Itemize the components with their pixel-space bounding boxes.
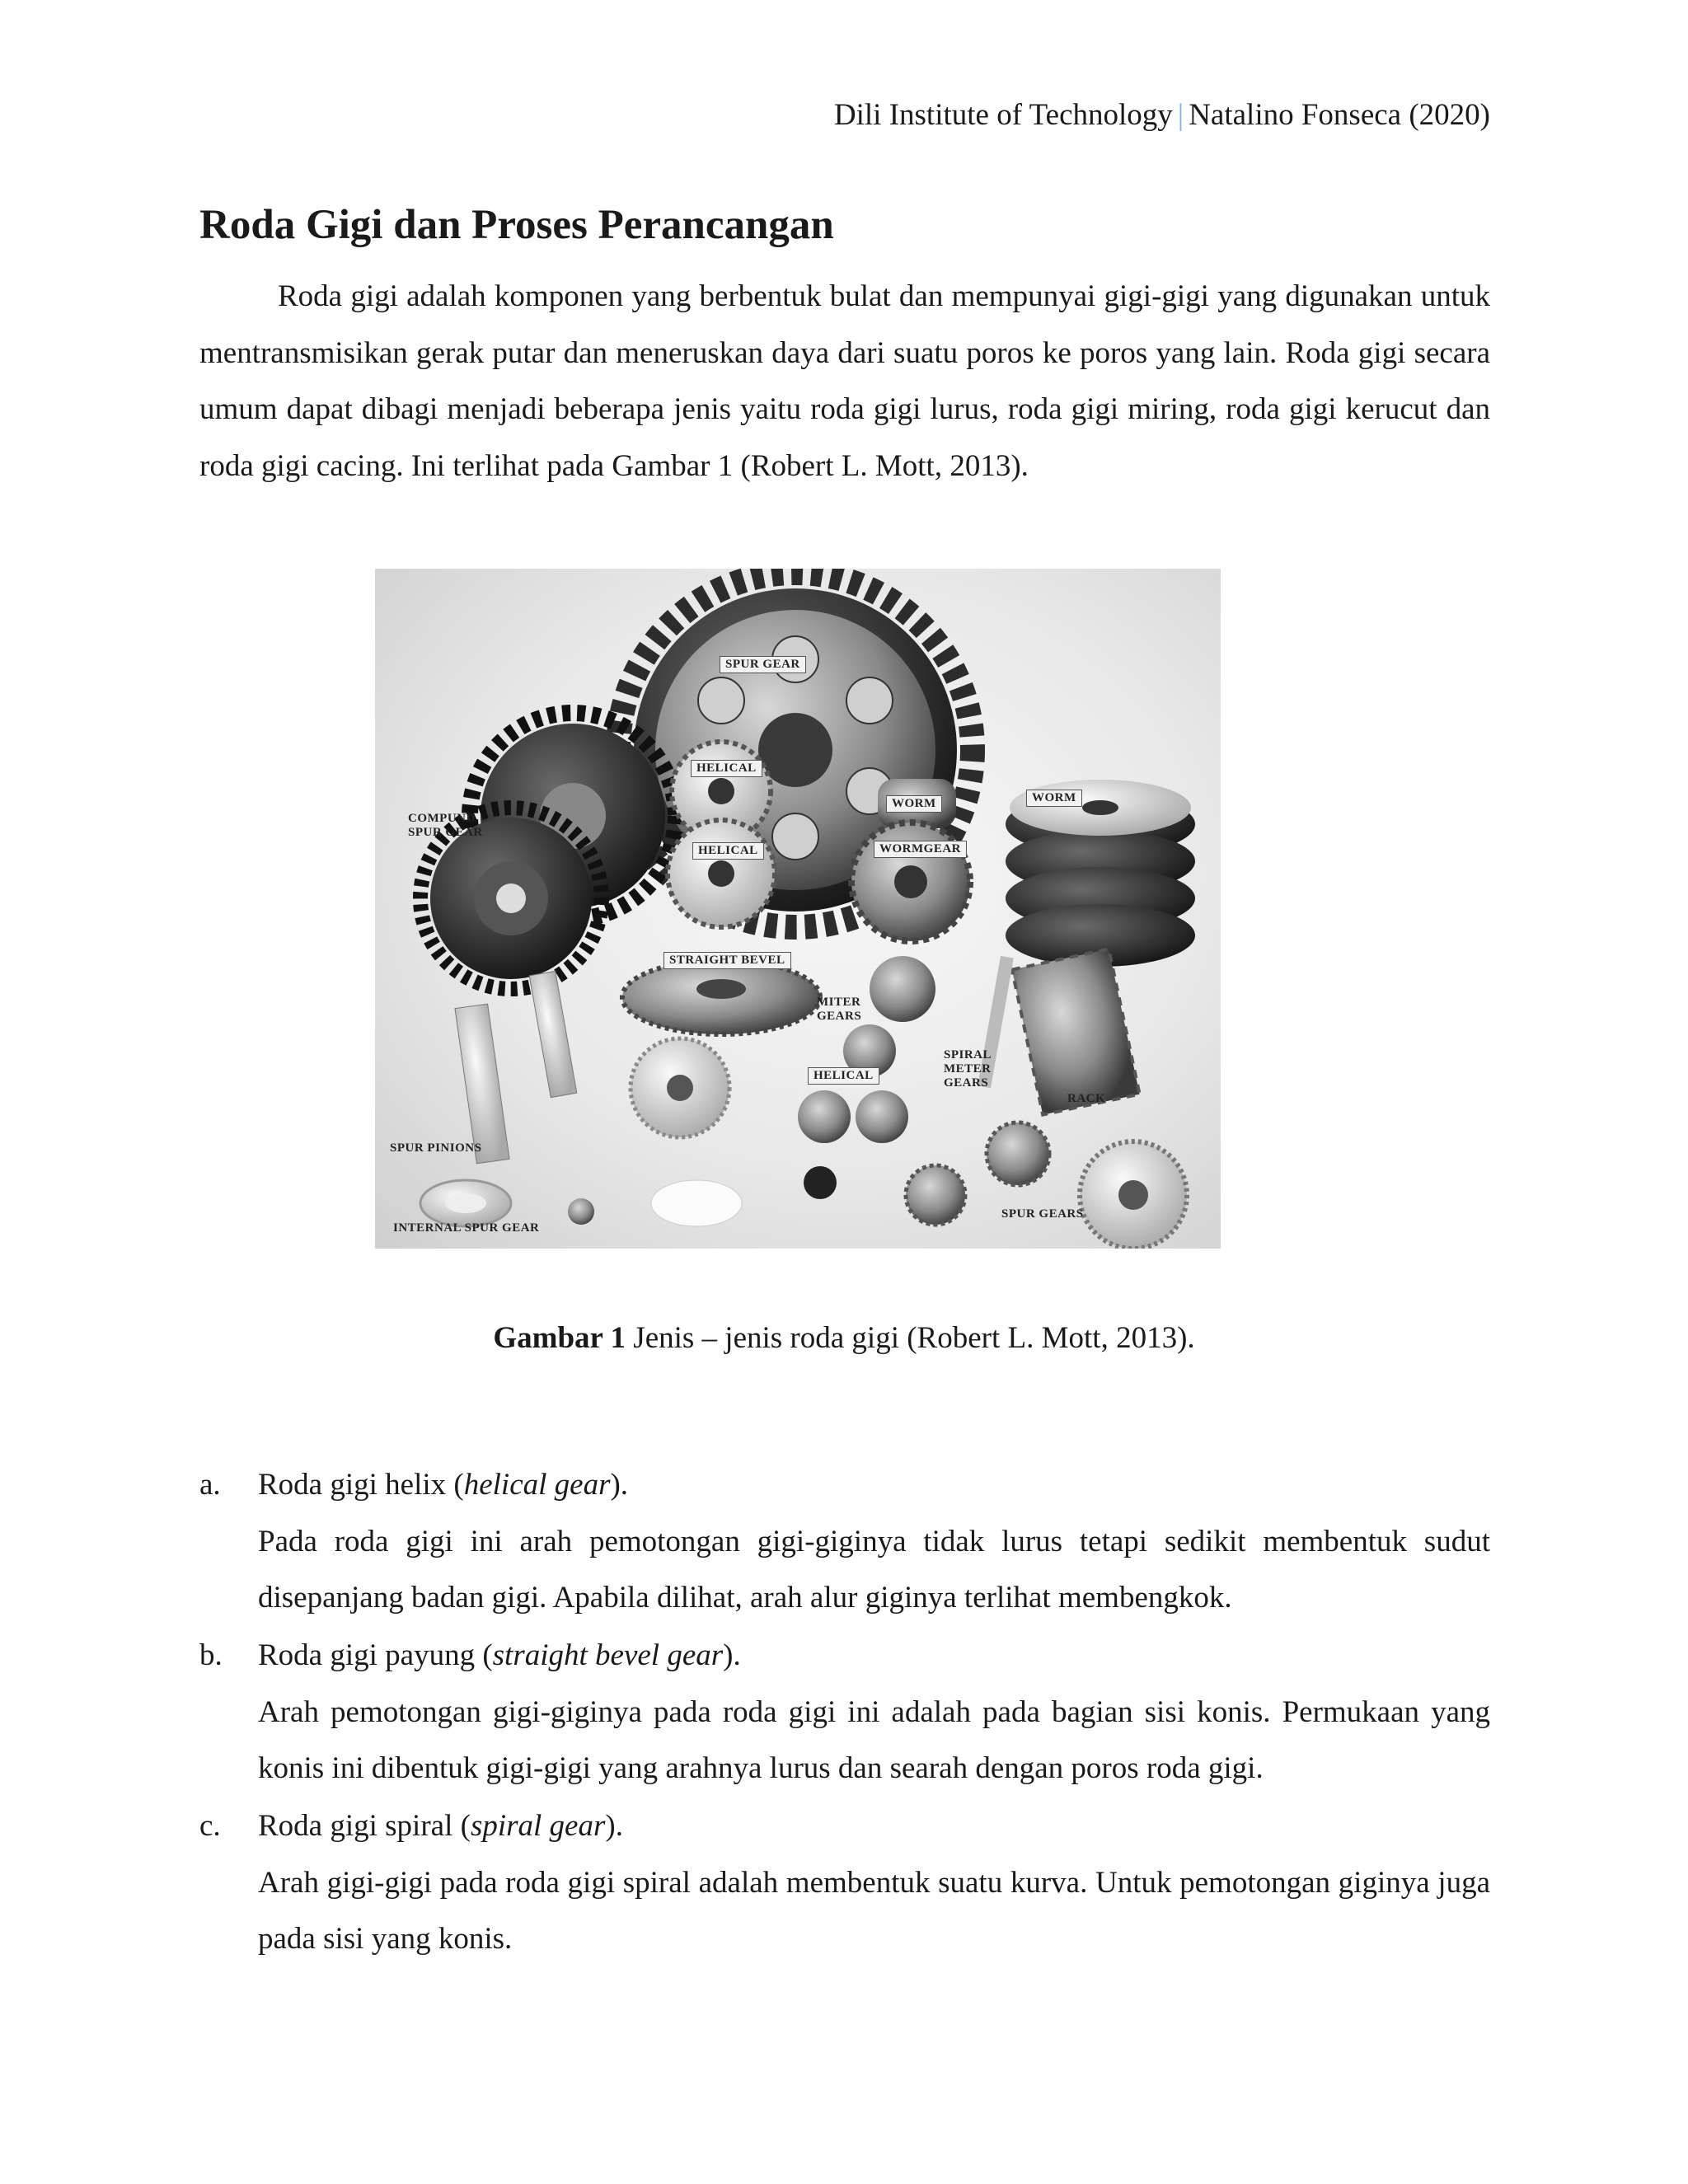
list-item-description: Arah pemotongan gigi-giginya pada roda gigi ini adalah pada bagian sisi konis. Permukaan yang konis ini dibentuk gigi-gigi yang arahnya lurus dan searah dengan poros roda gigi.	[258, 1694, 1490, 1785]
heading-term: helical gear	[463, 1468, 611, 1502]
list-item-description: Arah gigi-gigi pada roda gigi spiral adalah membentuk suatu kurva. Untuk pemotongan giginya juga pada sisi yang konis.	[258, 1865, 1490, 1956]
list-item-letter: c.	[199, 1809, 221, 1843]
label-spiral-line-1: SPIRAL	[944, 1048, 992, 1062]
list-item-spiral	[199, 1798, 1490, 1968]
list-item-helical	[199, 1457, 1490, 1627]
page-header	[834, 96, 1490, 135]
list-item-letter: b.	[199, 1638, 223, 1672]
label-rack: RACK	[1067, 1092, 1106, 1105]
label-compound-line-1: COMPUND	[408, 812, 476, 825]
label-helical-top: HELICAL	[691, 760, 762, 777]
header-institution: Dili Institute of Technology	[833, 98, 1173, 132]
label-spiral-meter-gears	[944, 1048, 992, 1090]
label-spur-gear: SPUR GEAR	[720, 656, 806, 673]
section-title: Roda Gigi dan Proses Perancangan	[199, 202, 834, 248]
label-wormgear: WORMGEAR	[874, 841, 967, 858]
caption-label: Gambar 1	[493, 1321, 626, 1355]
list-item-straight-bevel	[199, 1628, 1490, 1797]
label-miter-line-2: GEARS	[817, 1010, 862, 1023]
label-worm-right: WORM	[1026, 790, 1082, 807]
label-internal-spur-gear: INTERNAL SPUR GEAR	[393, 1221, 540, 1235]
heading-text: Roda gigi payung (	[258, 1638, 493, 1672]
label-spiral-line-3: GEARS	[944, 1076, 989, 1090]
label-spur-pinions: SPUR PINIONS	[390, 1141, 482, 1155]
header-author: Natalino Fonseca (2020)	[1189, 98, 1490, 132]
caption-text: Jenis – jenis roda gigi (Robert L. Mott, 2013).	[626, 1321, 1195, 1355]
label-helical-mid: HELICAL	[692, 842, 764, 860]
list-item-heading	[258, 1798, 1490, 1855]
label-miter-line-1: MITER	[817, 996, 861, 1009]
figure-caption	[0, 1319, 1688, 1358]
heading-term: straight bevel gear	[492, 1638, 724, 1672]
label-helical-bottom: HELICAL	[808, 1067, 879, 1085]
heading-end: ).	[610, 1468, 629, 1502]
heading-end: ).	[723, 1638, 741, 1672]
label-compound-spur-gear	[408, 812, 483, 840]
label-straight-bevel: STRAIGHT BEVEL	[663, 952, 791, 969]
list-item-heading	[258, 1628, 1490, 1685]
list-item-heading	[258, 1457, 1490, 1514]
heading-text: Roda gigi helix (	[258, 1468, 464, 1502]
label-worm-mid: WORM	[886, 795, 942, 813]
label-spur-gears: SPUR GEARS	[1001, 1207, 1084, 1221]
heading-end: ).	[605, 1809, 623, 1843]
gear-types-figure	[375, 569, 1221, 1249]
list-item-description: Pada roda gigi ini arah pemotongan gigi-giginya tidak lurus tetapi sedikit membentuk sudut disepanjang badan gigi. Apabila dilihat, arah alur giginya terlihat membengkok.	[258, 1524, 1490, 1615]
label-compound-line-2: SPUR GEAR	[408, 826, 483, 839]
heading-term: spiral gear	[470, 1809, 606, 1843]
heading-text: Roda gigi spiral (	[258, 1809, 471, 1843]
intro-paragraph: Roda gigi adalah komponen yang berbentuk bulat dan mempunyai gigi-gigi yang digunakan untuk mentransmisikan gerak putar dan meneruskan daya dari suatu poros ke poros yang lain. Roda gigi secara umum dapat dibagi menjadi beberapa jenis yaitu roda gigi lurus, roda gigi miring, roda gigi kerucut dan roda gigi cacing. Ini terlihat pada Gambar 1 (Robert L. Mott, 2013).	[199, 279, 1490, 483]
list-item-letter: a.	[199, 1468, 221, 1502]
header-separator: |	[1177, 98, 1184, 132]
label-spiral-line-2: METER	[944, 1062, 992, 1076]
label-miter-gears	[817, 996, 861, 1024]
